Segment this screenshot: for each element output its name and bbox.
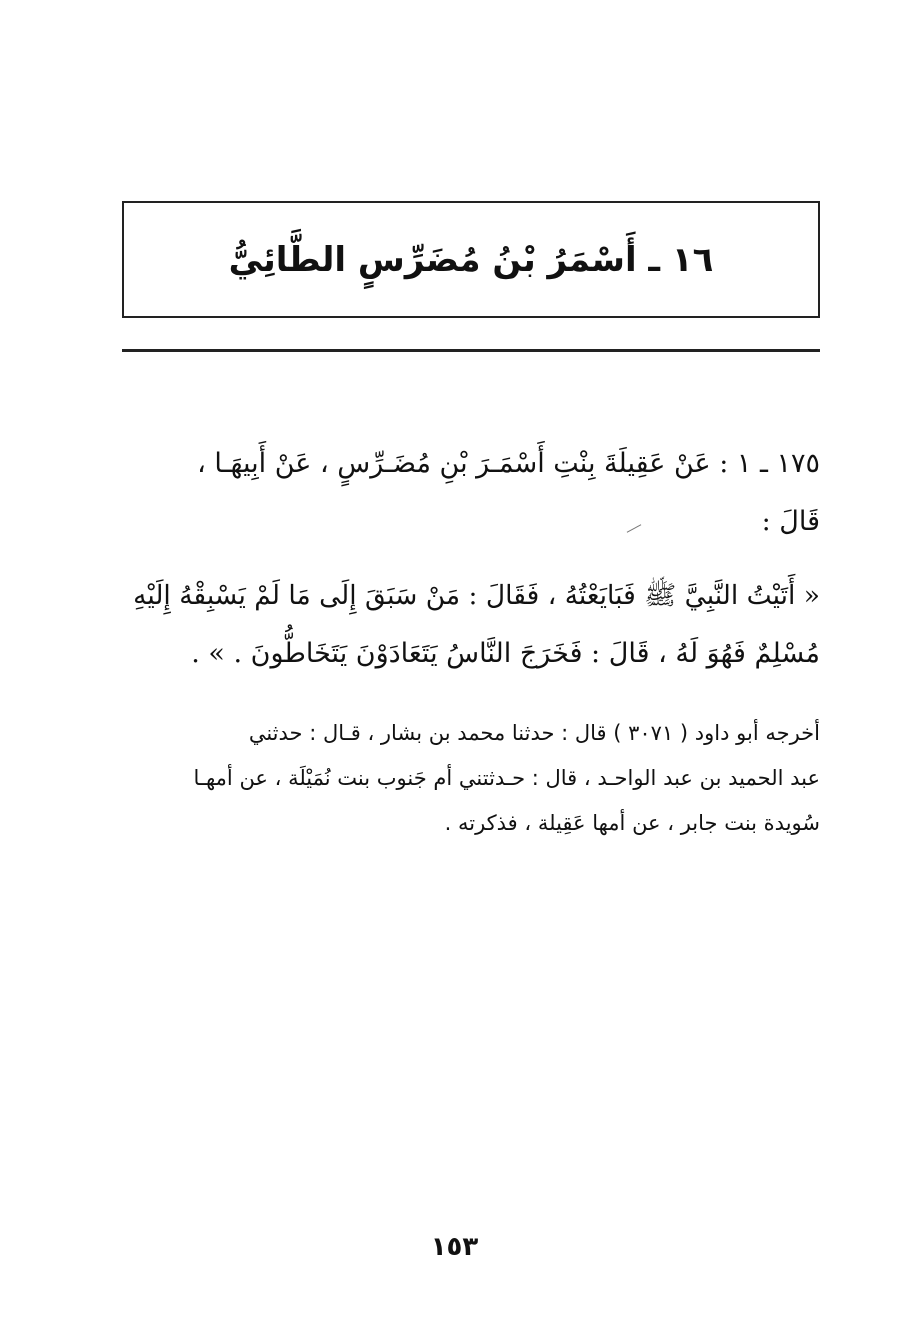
page-number: ١٥٣: [430, 1232, 479, 1262]
hadith-isnad-line: قَالَ :: [761, 506, 820, 537]
hadith-isnad-line: ١٧٥ ـ ١ : عَنْ عَقِيلَةَ بِنْتِ أَسْمَـرَ بْنِ مُضَـرِّسٍ ، عَنْ أَبِيهَـا ،: [197, 448, 820, 479]
hadith-block: [122, 435, 820, 683]
chapter-title: ١٦ ـ أَسْمَرُ بْنُ مُضَرِّسٍ الطَّائِيُّ: [228, 239, 714, 280]
hadith-matn-line: « أَتَيْتُ النَّبِيَّ ﷺ فَبَايَعْتُهُ ، فَقَالَ : مَنْ سَبَقَ إِلَى مَا لَمْ يَسْبِقْهُ إِلَيْهِ: [133, 580, 820, 611]
takhrij-line: عبد الحميد بن عبد الواحـد ، قال : حـدثتني أم جَنوب بنت نُمَيْلَة ، عن أمهـا: [193, 766, 820, 790]
hadith-matn-line: مُسْلِمٌ فَهُوَ لَهُ ، قَالَ : فَخَرَجَ النَّاسُ يَتَعَادَوْنَ يَتَخَاطُّونَ . » .: [191, 638, 820, 669]
chapter-title-box: [122, 201, 820, 318]
horizontal-rule: [122, 349, 820, 352]
takhrij-block: [122, 711, 820, 846]
takhrij-line: سُويدة بنت جابر ، عن أمها عَقِيلة ، فذكرته .: [444, 811, 820, 835]
takhrij-line: أخرجه أبو داود ( ٣٠٧١ ) قال : حدثنا محمد بن بشار ، قـال : حدثني: [248, 721, 820, 745]
